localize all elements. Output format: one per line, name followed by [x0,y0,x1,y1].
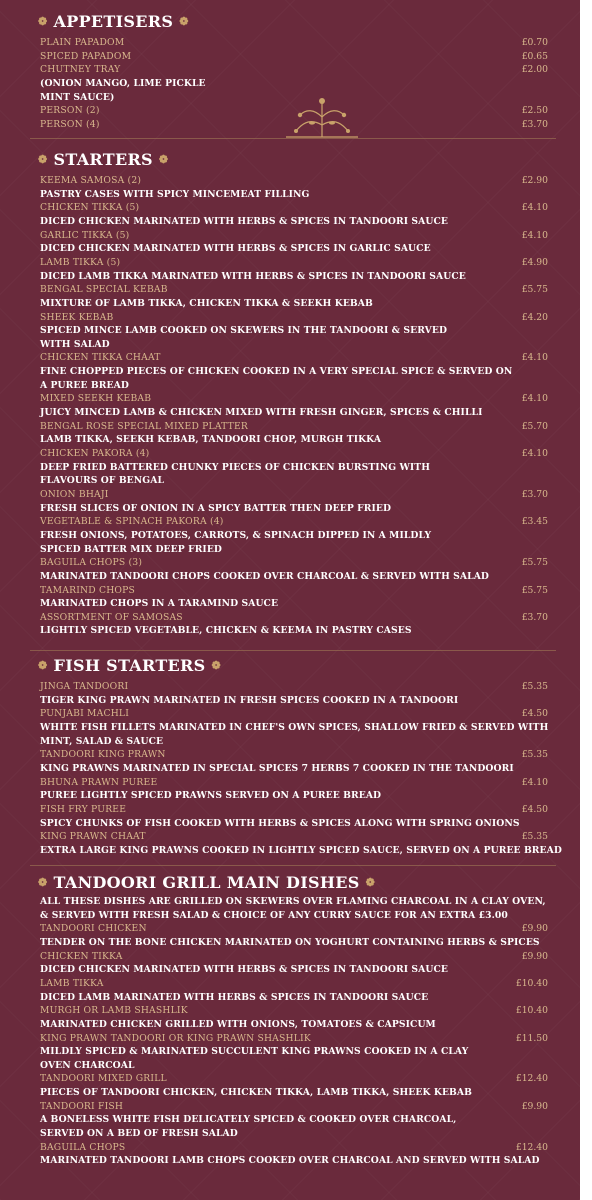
menu-item-price: £4.10 [521,352,548,364]
heading-ornament-icon: ❁ [211,659,222,672]
menu-item-name: JINGA TANDOORI [40,681,129,692]
menu-item [40,256,560,270]
page-edge [580,0,592,1200]
description-text: MIXTURE OF LAMB TIKKA, CHICKEN TIKKA & SEEKH KEBAB [40,297,373,309]
menu-item [40,174,560,188]
menu-item-name: FISH FRY PUREE [40,803,127,815]
menu-item [40,515,560,529]
menu-item-name: LAMB TIKKA [40,977,104,989]
description-text: OVEN CHARCOAL [40,1059,135,1071]
menu-item-name: ONION BHAJI [40,488,109,500]
menu-item-name: PUNJABI MACHLI [40,708,130,720]
description-text: (ONION MANGO, LIME PICKLE [40,77,206,89]
menu-item-name: BAGUILA CHOPS (3) [40,557,143,569]
menu-item-description [40,895,560,909]
menu-item-description [40,543,560,557]
description-text: WHITE FISH FILLETS MARINATED IN CHEF'S OWN SPICES, SHALLOW FRIED & SERVED WITH [40,721,549,733]
menu-item-price: £3.45 [521,516,548,528]
menu-item [40,392,560,406]
menu-item-price: £3.70 [521,488,548,500]
menu-item [40,283,560,297]
menu-item-description [40,909,560,923]
menu-item-price: £9.90 [521,923,548,935]
description-text: MILDLY SPICED & MARINATED SUCCULENT KING PRAWNS COOKED IN A CLAY [40,1046,469,1058]
menu-item-price: £2.90 [521,175,548,186]
menu-item-name: TANDOORI CHICKEN [40,923,147,935]
menu-item-price: £11.50 [515,1032,548,1044]
description-text: DEEP FRIED BATTERED CHUNKY PIECES OF CHICKEN BURSTING WITH [40,461,430,473]
menu-item-price: £4.10 [521,229,548,241]
menu-item-price: £4.50 [521,708,548,720]
menu-item-price: £12.40 [515,1141,548,1153]
menu-item-description [40,406,560,420]
menu-item [40,803,560,817]
menu-item [40,63,560,77]
description-text: DICED CHICKEN MARINATED WITH HERBS & SPICES IN TANDOORI SAUCE [40,964,448,976]
description-text: SERVED ON A BED OF FRESH SALAD [40,1128,238,1140]
description-text: DICED LAMB TIKKA MARINATED WITH HERBS & SPICES IN TANDOORI SAUCE [40,270,466,282]
menu-item [40,1072,560,1086]
description-text: TIGER KING PRAWN MARINATED IN FRESH SPICES COOKED IN A TANDOORI [40,694,459,706]
menu-item-description [40,188,560,202]
menu-item [40,584,560,598]
section-title-text: FISH STARTERS [53,656,206,675]
menu-item-description [40,694,560,708]
heading-ornament-icon: ❁ [365,876,376,889]
menu-item-price: £10.40 [515,1005,548,1017]
menu-item-description [40,433,560,447]
heading-ornament-icon: ❁ [158,153,169,166]
menu-item-name: CHICKEN PAKORA (4) [40,448,150,459]
menu-item-name: GARLIC TIKKA (5) [40,229,130,241]
description-text: DICED CHICKEN MARINATED WITH HERBS & SPICES IN TANDOORI SAUCE [40,215,448,227]
menu-item-name: BHUNA PRAWN PUREE [40,776,158,788]
menu-item-description [40,1154,560,1168]
menu-item-name: CHICKEN TIKKA (5) [40,202,140,214]
menu-item-price: £9.90 [521,1100,548,1112]
section-title-text: STARTERS [53,150,153,169]
menu-item-price: £2.00 [521,64,548,76]
menu-item-name: SHEEK KEBAB [40,311,114,323]
menu-item [40,1141,560,1155]
heading-ornament-icon: ❁ [38,876,48,889]
menu-item [40,36,560,50]
menu-item [40,50,560,64]
menu-item-name: TANDOORI KING PRAWN [40,749,166,761]
menu-item [40,447,560,461]
menu-item-name: SPICED PAPADOM [40,50,132,62]
menu-item-description [40,1086,560,1100]
menu-item-description [40,762,560,776]
menu-item-description [40,963,560,977]
menu-item-name: BENGAL SPECIAL KEBAB [40,284,168,296]
menu-item [40,922,560,936]
description-text: FINE CHOPPED PIECES OF CHICKEN COOKED IN A VERY SPECIAL SPICE & SERVED ON [40,366,513,378]
menu-item-description [40,297,560,311]
menu-item-price: £4.10 [521,448,548,459]
menu-item-description [40,1127,560,1141]
menu-item-name: CHICKEN TIKKA CHAAT [40,352,161,364]
menu-item-price: £5.75 [521,557,548,569]
description-text: DICED CHICKEN MARINATED WITH HERBS & SPICES IN GARLIC SAUCE [40,243,431,255]
menu-item-description [40,624,560,638]
menu-item-price: £9.90 [521,950,548,962]
description-text: MARINATED TANDOORI CHOPS COOKED OVER CHARCOAL & SERVED WITH SALAD [40,570,489,582]
description-text: FRESH SLICES OF ONION IN A SPICY BATTER THEN DEEP FRIED [40,502,392,514]
description-text: PUREE LIGHTLY SPICED PRAWNS SERVED ON A PUREE BREAD [40,790,382,802]
menu-item-price: £4.20 [521,311,548,323]
menu-item-name: TANDOORI MIXED GRILL [40,1073,167,1085]
menu-item-price: £3.70 [521,611,548,623]
heading-ornament-icon: ❁ [38,659,48,672]
menu-item-description [40,379,560,393]
menu-item-price: £5.70 [521,420,548,432]
menu-item-name: KING PRAWN CHAAT [40,831,146,843]
menu-item-price: £4.50 [521,803,548,815]
menu-item [40,611,560,625]
menu-item [40,351,560,365]
menu-item-description [40,529,560,543]
description-text: MINT, SALAD & SAUCE [40,735,164,747]
menu-item [40,118,560,132]
description-text: & SERVED WITH FRESH SALAD & CHOICE OF ANY CURRY SAUCE FOR AN EXTRA £3.00 [40,909,508,921]
menu-item-description [40,502,560,516]
menu-item-description [40,936,560,950]
menu-item-description [40,1018,560,1032]
description-text: SPICY CHUNKS OF FISH COOKED WITH HERBS & SPICES ALONG WITH SPRING ONIONS [40,817,520,829]
menu-item [40,420,560,434]
menu-item-name: PLAIN PAPADOM [40,37,125,48]
divider-appetisers [30,138,556,139]
menu-item [40,680,560,694]
menu-item-description [40,324,560,338]
menu-item [40,776,560,790]
menu-item-description [40,844,560,858]
menu-item-description [40,215,560,229]
menu-item-description [40,365,560,379]
menu-item-name: MIXED SEEKH KEBAB [40,393,152,405]
section-title [38,12,189,31]
menu-item [40,201,560,215]
menu-item-description [40,461,560,475]
menu-item-name: LAMB TIKKA (5) [40,256,121,268]
menu-item-description [40,1113,560,1127]
menu-item [40,556,560,570]
menu-item-price: £10.40 [515,977,548,989]
menu-item-description [40,735,560,749]
menu-item-description [40,270,560,284]
menu-item-name: BAGUILA CHOPS [40,1141,126,1153]
menu-item-price: £12.40 [515,1073,548,1085]
menu-item-price: £5.35 [521,831,548,843]
menu-item [40,1004,560,1018]
menu-item-price: £0.65 [521,50,548,62]
description-text: MARINATED TANDOORI LAMB CHOPS COOKED OVER CHARCOAL AND SERVED WITH SALAD [40,1155,540,1167]
menu-item-description [40,474,560,488]
menu-item [40,1032,560,1046]
menu-item-price: £5.35 [521,749,548,761]
description-text: A PUREE BREAD [40,379,129,391]
description-text: EXTRA LARGE KING PRAWNS COOKED IN LIGHTLY SPICED SAUCE, SERVED ON A PUREE BREAD [40,844,562,856]
menu-item-price: £4.90 [521,256,548,268]
menu-item-name: PERSON (4) [40,118,100,130]
menu-item-price: £0.70 [521,37,548,48]
menu-item-name: KING PRAWN TANDOORI OR KING PRAWN SHASHLIK [40,1032,311,1044]
menu-item-name: VEGETABLE & SPINACH PAKORA (4) [40,516,224,528]
menu-item-price: £4.10 [521,202,548,214]
menu-item-name: TAMARIND CHOPS [40,584,136,596]
menu-item-description [40,77,560,91]
menu-item-description [40,721,560,735]
menu-item [40,311,560,325]
menu-item [40,950,560,964]
heading-ornament-icon: ❁ [38,153,48,166]
menu-item-description [40,817,560,831]
description-text: WITH SALAD [40,338,110,350]
description-text: FLAVOURS OF BENGAL [40,475,165,487]
menu-item-name: BENGAL ROSE SPECIAL MIXED PLATTER [40,420,248,432]
description-text: MARINATED CHICKEN GRILLED WITH ONIONS, TOMATOES & CAPSICUM [40,1018,436,1030]
menu-item [40,748,560,762]
description-text: FRESH ONIONS, POTATOES, CARROTS, & SPINACH DIPPED IN A MILDLY [40,529,432,541]
menu-item-name: CHUTNEY TRAY [40,64,121,76]
menu-item-description [40,1059,560,1073]
description-text: PIECES OF TANDOORI CHICKEN, CHICKEN TIKKA, LAMB TIKKA, SHEEK KEBAB [40,1087,473,1099]
menu-item-description [40,570,560,584]
menu-item-name: KEEMA SAMOSA (2) [40,175,142,186]
section-title [38,873,375,892]
divider-starters [30,650,556,651]
description-text: DICED LAMB MARINATED WITH HERBS & SPICES IN TANDOORI SAUCE [40,991,429,1003]
divider-fish [30,865,556,866]
description-text: LAMB TIKKA, SEEKH KEBAB, TANDOORI CHOP, MURGH TIKKA [40,434,382,446]
menu-item-price: £4.10 [521,776,548,788]
menu-item-description [40,597,560,611]
menu-item-price: £5.75 [521,584,548,596]
menu-item [40,104,560,118]
description-text: MINT SAUCE) [40,91,115,103]
section-title [38,656,221,675]
menu-item-price: £5.35 [521,681,548,692]
menu-item [40,229,560,243]
menu-item [40,977,560,991]
description-text: KING PRAWNS MARINATED IN SPECIAL SPICES 7 HERBS 7 COOKED IN THE TANDOORI [40,762,514,774]
menu-item-description [40,91,560,105]
description-text: MARINATED CHOPS IN A TARAMIND SAUCE [40,598,279,610]
description-text: SPICED BATTER MIX DEEP FRIED [40,543,222,555]
menu-item-description [40,991,560,1005]
menu-item-description [40,1045,560,1059]
menu-item-name: CHICKEN TIKKA [40,950,123,962]
menu-item-name: ASSORTMENT OF SAMOSAS [40,611,183,623]
heading-ornament-icon: ❁ [38,15,48,28]
heading-ornament-icon: ❁ [179,15,189,28]
description-text: LIGHTLY SPICED VEGETABLE, CHICKEN & KEEMA IN PASTRY CASES [40,625,412,637]
menu-item-description [40,789,560,803]
menu-item-description [40,338,560,352]
description-text: A BONELESS WHITE FISH DELICATELY SPICED & COOKED OVER CHARCOAL, [40,1114,457,1126]
menu-item [40,707,560,721]
description-text: PASTRY CASES WITH SPICY MINCEMEAT FILLING [40,188,310,200]
menu-item-price: £3.70 [521,118,548,130]
menu-item-name: MURGH OR LAMB SHASHLIK [40,1005,188,1017]
description-text: JUICY MINCED LAMB & CHICKEN MIXED WITH FRESH GINGER, SPICES & CHILLI [40,407,483,419]
menu-item [40,488,560,502]
section-title-text: TANDOORI GRILL MAIN DISHES [53,873,360,892]
menu-item [40,830,560,844]
description-text: ALL THESE DISHES ARE GRILLED ON SKEWERS OVER FLAMING CHARCOAL IN A CLAY OVEN, [40,896,546,907]
menu-item-name: TANDOORI FISH [40,1100,124,1112]
menu-item-price: £2.50 [521,105,548,117]
section-title [38,150,168,169]
menu-item-price: £5.75 [521,284,548,296]
menu-item-price: £4.10 [521,393,548,405]
description-text: SPICED MINCE LAMB COOKED ON SKEWERS IN THE TANDOORI & SERVED [40,325,448,337]
menu-item [40,1100,560,1114]
menu-item-name: PERSON (2) [40,105,100,117]
section-title-text: APPETISERS [53,12,174,31]
menu-item-description [40,242,560,256]
description-text: TENDER ON THE BONE CHICKEN MARINATED ON YOGHURT CONTAINING HERBS & SPICES [40,936,540,948]
